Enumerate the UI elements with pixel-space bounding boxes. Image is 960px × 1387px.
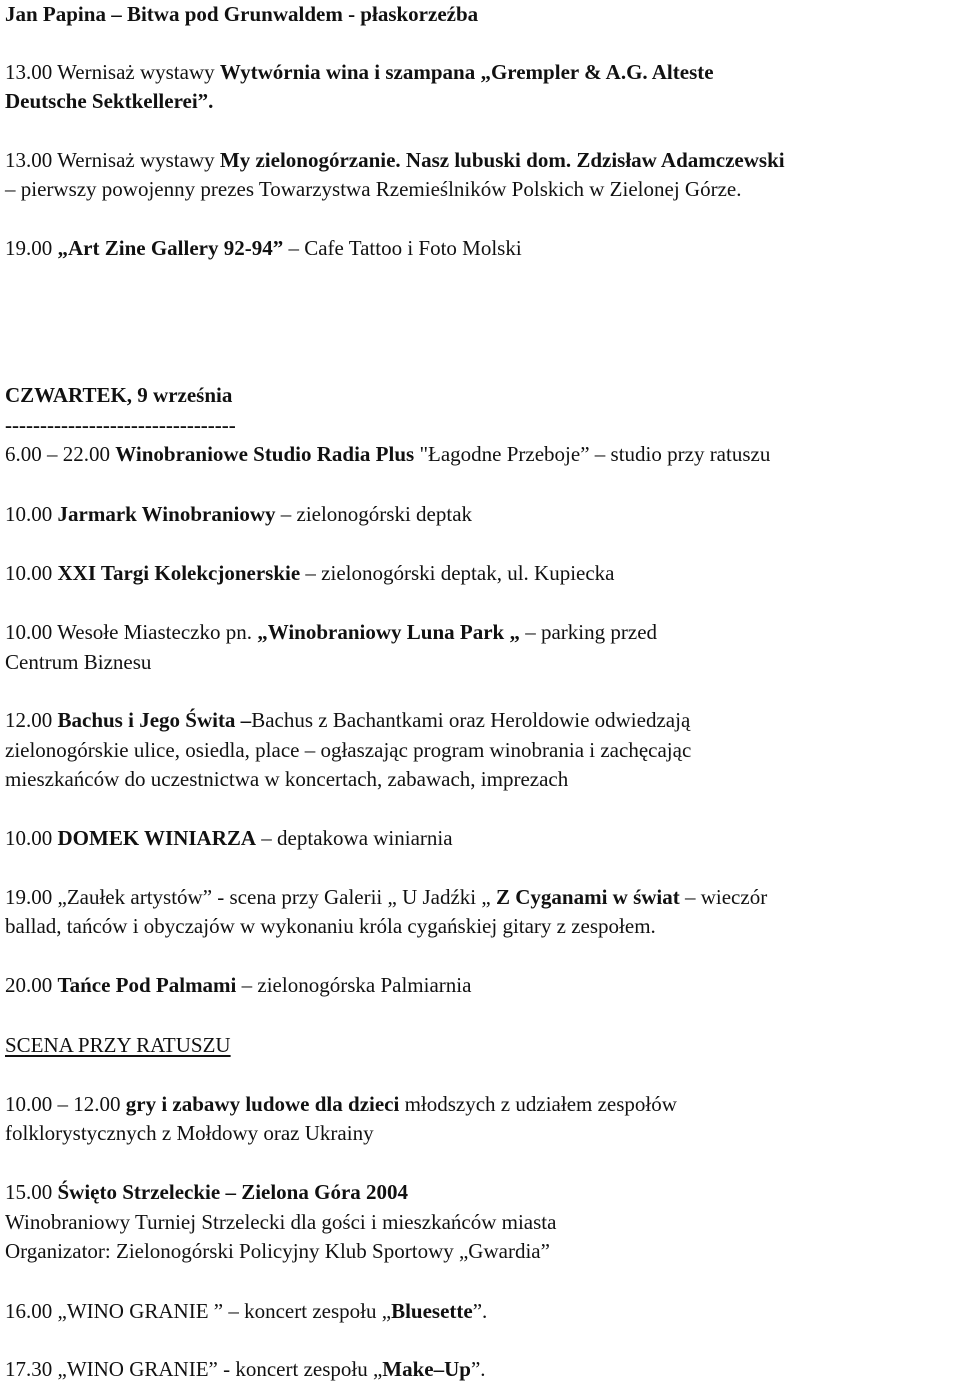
text-run: młodszych z udziałem zespołów [399, 1092, 677, 1116]
bold-text: Deutsche Sektkellerei”. [5, 89, 214, 113]
text-run: 10.00 [5, 502, 58, 526]
bold-text: Święto Strzeleckie – Zielona Góra 2004 [57, 1180, 409, 1204]
text-line [5, 58, 955, 87]
underlined-heading: SCENA PRZY RATUSZU [5, 1033, 231, 1057]
bold-text: Zdzisław Adamczewski [576, 148, 785, 172]
text-run: – zielonogórski deptak, ul. Kupiecka [300, 561, 615, 585]
text-run: 17.30 „WINO GRANIE” - koncert zespołu „ [5, 1357, 383, 1381]
text-line [5, 1090, 955, 1119]
text-line [5, 559, 955, 588]
text-run: Centrum Biznesu [5, 650, 152, 674]
text-run: 15.00 [5, 1180, 58, 1204]
text-line [5, 1208, 955, 1237]
text-line [5, 1031, 955, 1060]
text-run: 19.00 „Zaułek artystów” - scena przy Galerii „ U Jadźki „ [5, 885, 496, 909]
bold-text: Jan Papina – Bitwa pod Grunwaldem - płaskorzeźba [5, 2, 479, 26]
bold-text: My zielonogórzanie. Nasz lubuski dom. [219, 148, 572, 172]
text-line [5, 175, 955, 204]
text-line [5, 971, 955, 1000]
text-run: 12.00 [5, 708, 58, 732]
bold-text: DOMEK WINIARZA [57, 826, 257, 850]
bold-text: CZWARTEK, 9 września [5, 383, 233, 407]
text-line [5, 824, 955, 853]
text-line [5, 1119, 955, 1148]
text-line [5, 618, 955, 647]
text-run: mieszkańców do uczestnictwa w koncertach, zabawach, imprezach [5, 767, 569, 791]
bold-text: „Winobraniowy Luna Park „ [257, 620, 520, 644]
text-run: ”. [470, 1357, 486, 1381]
text-line [5, 234, 955, 263]
text-run: 20.00 [5, 973, 58, 997]
text-run: – zielonogórska Palmiarnia [236, 973, 472, 997]
text-run: folklorystycznych z Mołdowy oraz Ukrainy [5, 1121, 374, 1145]
text-line [5, 0, 955, 29]
bold-text: XXI Targi Kolekcjonerskie [57, 561, 301, 585]
bold-text: Bachus i Jego Świta – [57, 708, 252, 732]
text-run: – zielonogórski deptak [275, 502, 473, 526]
text-run: "Łagodne Przeboje” – studio przy ratuszu [414, 442, 771, 466]
bold-text: Jarmark Winobraniowy [57, 502, 276, 526]
text-run: – Cafe Tattoo i Foto Molski [283, 236, 522, 260]
text-run: 13.00 Wernisaż wystawy [5, 60, 220, 84]
text-line [5, 87, 955, 116]
text-line [5, 765, 955, 794]
bold-text: Winobraniowe Studio Radia Plus [115, 442, 415, 466]
text-line [5, 883, 955, 912]
text-line [5, 411, 955, 440]
text-line [5, 1355, 955, 1384]
text-run: ballad, tańców i obyczajów w wykonaniu króla cygańskiej gitary z zespołem. [5, 914, 656, 938]
text-run: 10.00 – 12.00 [5, 1092, 126, 1116]
text-run: – deptakowa winiarnia [256, 826, 453, 850]
text-run: – wieczór [679, 885, 768, 909]
text-run: – parking przed [519, 620, 658, 644]
text-run: 6.00 – 22.00 [5, 442, 116, 466]
text-run: 10.00 [5, 826, 58, 850]
text-line [5, 146, 955, 175]
bold-text: Tańce Pod Palmami [57, 973, 237, 997]
text-line [5, 706, 955, 735]
text-line [5, 381, 955, 410]
text-line [5, 648, 955, 677]
text-line [5, 440, 955, 469]
bold-text: Bluesette [391, 1299, 473, 1323]
text-run: ”. [472, 1299, 488, 1323]
text-line [5, 500, 955, 529]
text-run: 13.00 Wernisaż wystawy [5, 148, 220, 172]
text-run: zielonogórskie ulice, osiedla, place – ogłaszając program winobrania i zachęcając [5, 738, 692, 762]
bold-text: gry i zabawy ludowe dla dzieci [125, 1092, 400, 1116]
text-run: Bachus z Bachantkami oraz Heroldowie odwiedzają [251, 708, 691, 732]
bold-text: Wytwórnia wina i szampana „Grempler & A.G. Alteste [219, 60, 714, 84]
text-run: 16.00 „WINO GRANIE ” – koncert zespołu „ [5, 1299, 392, 1323]
text-run: Organizator: Zielonogórski Policyjny Klub Sportowy „Gwardia” [5, 1239, 550, 1263]
bold-text: „Art Zine Gallery 92-94” [57, 236, 284, 260]
text-line [5, 1237, 955, 1266]
text-line [5, 736, 955, 765]
text-run: 19.00 [5, 236, 58, 260]
text-run: 10.00 [5, 561, 58, 585]
text-line [5, 912, 955, 941]
text-run: 10.00 Wesołe Miasteczko pn. [5, 620, 258, 644]
text-line [5, 1178, 955, 1207]
bold-text: --------------------------------- [5, 413, 236, 437]
text-line [5, 1297, 955, 1326]
text-run: – pierwszy powojenny prezes Towarzystwa Rzemieślników Polskich w Zielonej Górze. [5, 177, 742, 201]
text-run: Winobraniowy Turniej Strzelecki dla gości i mieszkańców miasta [5, 1210, 557, 1234]
bold-text: Z Cyganami w świat [495, 885, 680, 909]
bold-text: Make–Up [382, 1357, 471, 1381]
